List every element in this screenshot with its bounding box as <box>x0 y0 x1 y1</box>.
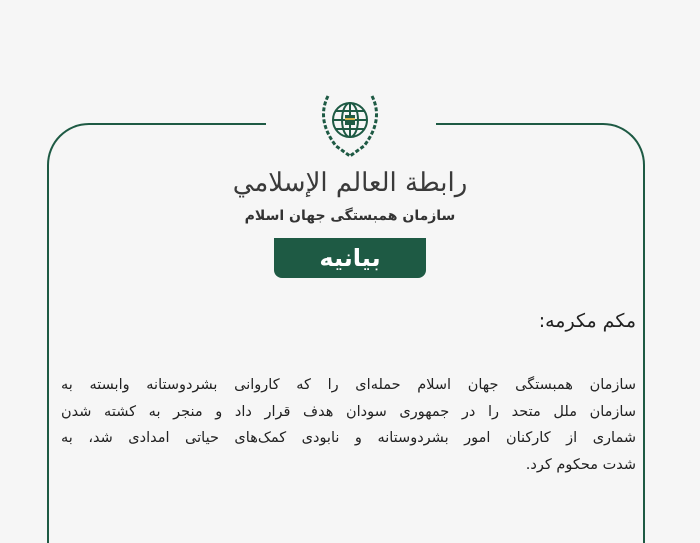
statement-badge: بیانیه <box>274 238 426 278</box>
paragraph-line: سازمان ملل متحد را در جمهوری سودان هدف قرار داد و منجر به کشته شدن <box>61 403 636 420</box>
org-name-persian: سازمان همبستگی جهان اسلام <box>244 208 456 224</box>
greeting: مکم مکرمه: <box>538 310 636 332</box>
org-name-arabic: رابطة العالم الإسلامي <box>232 168 468 198</box>
paragraph-line: شدت محکوم کرد. <box>525 456 636 473</box>
paragraph-line: سازمان همبستگی جهان اسلام حمله‌ای را که کاروانی بشردوستانه وابسته به <box>61 377 636 393</box>
paragraph-line: شماری از کارکنان امور بشردوستانه و نابودی کمک‌های حیاتی امدادی شد، به <box>61 430 636 446</box>
statement-paragraph <box>61 372 636 478</box>
globe-wreath-logo-icon <box>308 86 392 162</box>
